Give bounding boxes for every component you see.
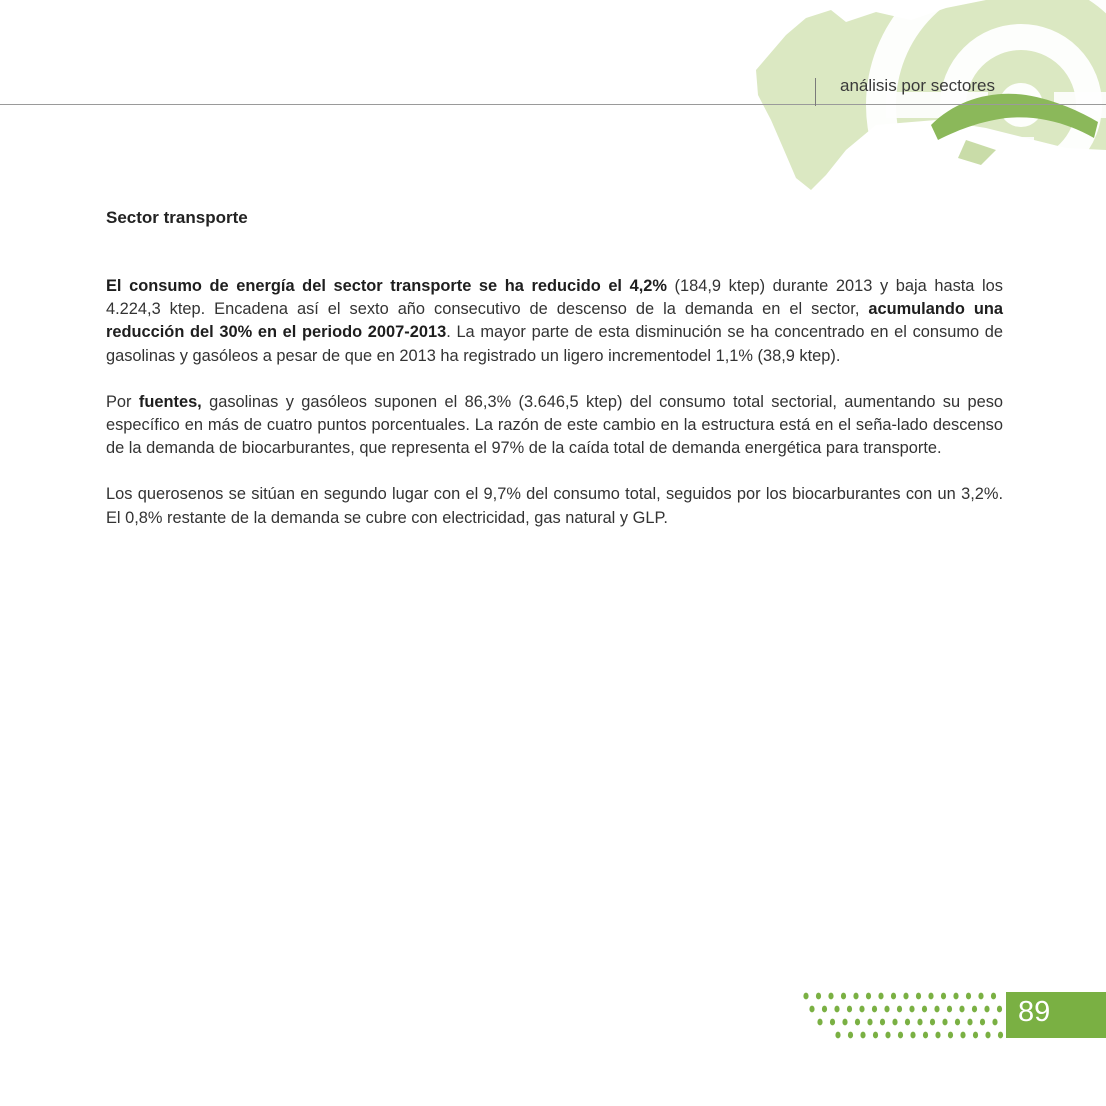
steering-wheel-map-icon	[726, 0, 1106, 200]
section-header-label: análisis por sectores	[840, 76, 995, 95]
dot-pattern-icon	[798, 990, 1008, 1040]
dot	[898, 1032, 903, 1039]
dot	[947, 1006, 952, 1013]
paragraph-2-bold-1: fuentes,	[138, 392, 202, 411]
dot	[860, 1032, 865, 1039]
dot	[880, 1019, 885, 1026]
dot	[935, 1032, 940, 1039]
dot	[992, 1019, 997, 1026]
dot	[998, 1032, 1003, 1039]
dot	[830, 1019, 835, 1026]
dot	[867, 1019, 872, 1026]
dot	[872, 1006, 877, 1013]
dot	[853, 993, 858, 1000]
paragraph-1-bold-2: acumulando una reducción del 30% en el periodo 2007-2013	[106, 300, 1003, 342]
dot	[972, 1006, 977, 1013]
dot	[941, 993, 946, 1000]
dot	[934, 1006, 939, 1013]
dot	[909, 1006, 914, 1013]
dot	[847, 1006, 852, 1013]
dot	[835, 1032, 840, 1039]
dot	[822, 1006, 827, 1013]
header-rule	[0, 104, 1106, 105]
paragraph-1	[106, 275, 1003, 368]
dot	[859, 1006, 864, 1013]
dot	[878, 993, 883, 1000]
dot	[873, 1032, 878, 1039]
dot	[803, 993, 808, 1000]
body-text	[106, 275, 1003, 553]
dot	[997, 1006, 1002, 1013]
dot	[892, 1019, 897, 1026]
dot	[930, 1019, 935, 1026]
dot	[916, 993, 921, 1000]
dot	[866, 993, 871, 1000]
section-title: Sector transporte	[106, 208, 248, 227]
paragraph-1-text-1: (184,9 ktep) durante 2013 y baja hasta los 4.224,3 ktep. Encadena así el sexto año consecutivo de descenso de la demanda en el sector,	[106, 277, 1003, 319]
dot	[910, 1032, 915, 1039]
dot	[959, 1006, 964, 1013]
dot	[842, 1019, 847, 1026]
dot	[966, 993, 971, 1000]
paragraph-1-text-2: . La mayor parte de esta disminución se ha concentrado en el consumo de gasolinas y gasóleos a pesar de que en 2013 ha registrado un ligero incrementodel 1,1% (38,9 ktep).	[106, 323, 1004, 365]
dot	[978, 993, 983, 1000]
dot	[884, 1006, 889, 1013]
dot	[917, 1019, 922, 1026]
dot	[948, 1032, 953, 1039]
dot	[905, 1019, 910, 1026]
dot	[942, 1019, 947, 1026]
dot	[817, 1019, 822, 1026]
header-separator	[815, 78, 816, 106]
dot	[991, 993, 996, 1000]
dot	[928, 993, 933, 1000]
paragraph-3	[106, 483, 1003, 529]
dot	[834, 1006, 839, 1013]
dot	[922, 1006, 927, 1013]
page-number: 89	[1018, 996, 1051, 1028]
dot	[848, 1032, 853, 1039]
dot	[855, 1019, 860, 1026]
dot	[973, 1032, 978, 1039]
dot	[897, 1006, 902, 1013]
dot	[985, 1032, 990, 1039]
dot	[960, 1032, 965, 1039]
paragraph-2-text-2: gasolinas y gasóleos suponen el 86,3% (3.646,5 ktep) del consumo total sectorial, aumentando su peso específico en más de cuatro puntos porcentuales. La razón de este cambio en la estructura está en el seña-lado descenso de la demanda de biocarburantes, que representa el 97% de la caída total de demanda energética para transporte.	[106, 392, 1003, 458]
paragraph-2-text-1: Por	[106, 392, 139, 411]
dot	[841, 993, 846, 1000]
paragraph-2	[106, 391, 1003, 461]
paragraph-1-bold-1: El consumo de energía del sector transporte se ha reducido el 4,2%	[106, 277, 667, 295]
dot	[885, 1032, 890, 1039]
dot	[967, 1019, 972, 1026]
dot	[955, 1019, 960, 1026]
dot	[923, 1032, 928, 1039]
dot	[809, 1006, 814, 1013]
dot	[984, 1006, 989, 1013]
dot	[980, 1019, 985, 1026]
dot	[903, 993, 908, 1000]
dot	[816, 993, 821, 1000]
dot	[953, 993, 958, 1000]
dot	[828, 993, 833, 1000]
paragraph-3-text-1: Los querosenos se sitúan en segundo lugar con el 9,7% del consumo total, seguidos por los biocarburantes con un 3,2%. El 0,8% restante de la demanda se cubre con electricidad, gas natural y GLP.	[106, 485, 1003, 527]
dot	[891, 993, 896, 1000]
